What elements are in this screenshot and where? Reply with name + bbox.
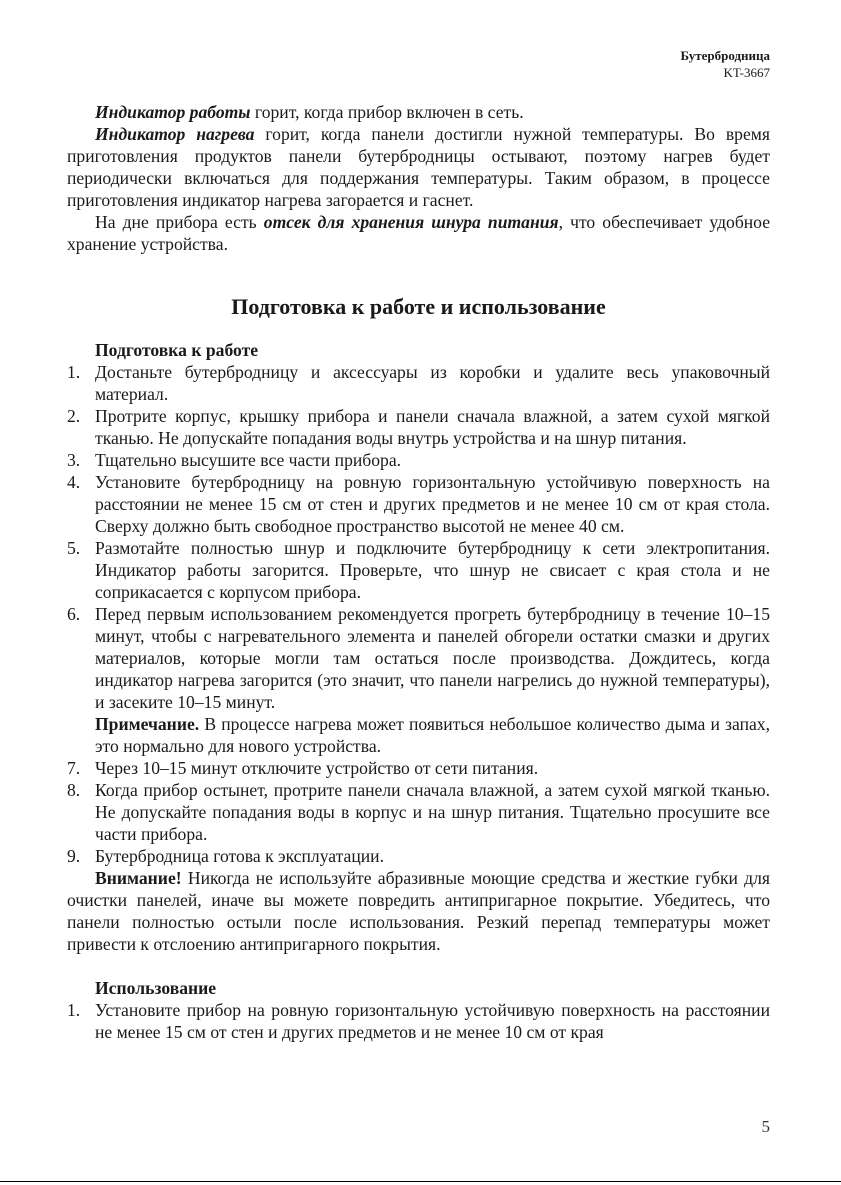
step-number: 5. [67, 538, 81, 558]
step-text: Установите бутербродницу на ровную горизонтальную устойчивую поверхность на расстоянии не менее 15 см от стен и других предметов и не менее 10 см от края стола. Сверху должно быть свободное пространство высотой не менее 40 см. [95, 472, 770, 536]
step-number: 1. [67, 362, 81, 382]
list-item [67, 603, 770, 713]
step-number: 8. [67, 780, 81, 800]
intro-text-1: горит, когда прибор включен в сеть. [250, 102, 524, 122]
step-number: 3. [67, 450, 81, 470]
list-item [67, 471, 770, 537]
term-work-indicator: Индикатор работы [95, 102, 251, 122]
step-text: Размотайте полностью шнур и подключите бутербродницу к сети электропитания. Индикатор работы загорится. Проверьте, что шнур не свисает с края стола и не соприкасается с корпусом прибора. [95, 538, 770, 602]
page-header [680, 47, 770, 81]
section-title: Подготовка к работе и использование [231, 294, 606, 319]
list-item [67, 845, 770, 867]
prep-steps-list-continued [67, 757, 770, 867]
term-cord-storage: отсек для хранения шнура питания [263, 212, 559, 232]
step-number: 1. [67, 1000, 81, 1020]
intro-text-3a: На дне прибора есть [95, 212, 264, 232]
note-text: В процессе нагрева может появиться небольшое количество дыма и запах, это нормально для нового устройства. [95, 714, 770, 756]
intro-paragraph-work-indicator [67, 101, 770, 123]
step-text: Достаньте бутербродницу и аксессуары из коробки и удалите весь упаковочный материал. [95, 362, 770, 404]
step-text: Установите прибор на ровную горизонтальную устойчивую поверхность на расстоянии не менее 15 см от стен и других предметов и не менее 10 см от края [95, 1000, 770, 1042]
step-text: Тщательно высушите все части прибора. [95, 450, 402, 470]
prep-steps-list [67, 361, 770, 713]
term-heat-indicator: Индикатор нагрева [95, 124, 255, 144]
step-number: 9. [67, 846, 81, 866]
header-product-title: Бутербродница [680, 48, 770, 63]
prep-heading: Подготовка к работе [95, 340, 259, 360]
step-text: Когда прибор остынет, протрите панели сначала влажной, а затем сухой мягкой тканью. Не допускайте попадания воды в корпус и на шнур питания. Тщательно просушите все части прибора. [95, 780, 770, 844]
step-number: 7. [67, 758, 81, 778]
list-item [67, 537, 770, 603]
header-model-number: KT-3667 [723, 65, 770, 80]
spacer [67, 955, 770, 977]
note-paragraph [67, 713, 770, 757]
intro-paragraph-heat-indicator [67, 123, 770, 211]
page-number: 5 [761, 1117, 770, 1136]
step-text: Протрите корпус, крышку прибора и панели сначала влажной, а затем сухой мягкой тканью. Не допускайте попадания воды внутрь устройства и на шнур питания. [95, 406, 770, 448]
list-item [67, 779, 770, 845]
list-item [67, 405, 770, 449]
step-text: Бутербродница готова к эксплуатации. [95, 846, 384, 866]
list-item [67, 757, 770, 779]
step-number: 4. [67, 472, 81, 492]
list-item [67, 361, 770, 405]
page-content [67, 101, 770, 1043]
intro-text-2: горит, когда панели достигли нужной температуры. Во время приготовления продуктов панели бутербродницы остывают, поэтому нагрев будет периодически включаться для поддержания температуры. Таким образом, в процессе приготовления индикатор нагрева загорается и гаснет. [67, 124, 771, 210]
warning-label: Внимание! [95, 868, 182, 888]
step-text: Через 10–15 минут отключите устройство от сети питания. [95, 758, 539, 778]
warning-paragraph [67, 867, 770, 955]
step-number: 2. [67, 406, 81, 426]
note-label: Примечание. [95, 714, 200, 734]
bottom-border-line [0, 1181, 841, 1182]
list-item [67, 999, 770, 1043]
use-steps-list [67, 999, 770, 1043]
list-item [67, 449, 770, 471]
step-text: Перед первым использованием рекомендуется прогреть бутербродницу в течение 10–15 минут, чтобы с нагревательного элемента и панелей обгорели остатки смазки и других материалов, которые могли там остаться после производства. Дождитесь, когда индикатор нагрева загорится (это значит, что панели нагрелись до нужной температуры), и засеките 10–15 минут. [95, 604, 770, 712]
intro-paragraph-cord-storage [67, 211, 770, 255]
intro-text-3b: , что обеспечивает удобное хранение устройства. [67, 212, 771, 254]
use-heading: Использование [95, 978, 217, 998]
warning-text: Никогда не используйте абразивные моющие средства и жесткие губки для очистки панелей, иначе вы можете повредить антипригарное покрытие. Убедитесь, что панели полностью остыли после использования. Резкий перепад температуры может привести к отслоению антипригарного покрытия. [67, 868, 770, 954]
step-number: 6. [67, 604, 81, 624]
